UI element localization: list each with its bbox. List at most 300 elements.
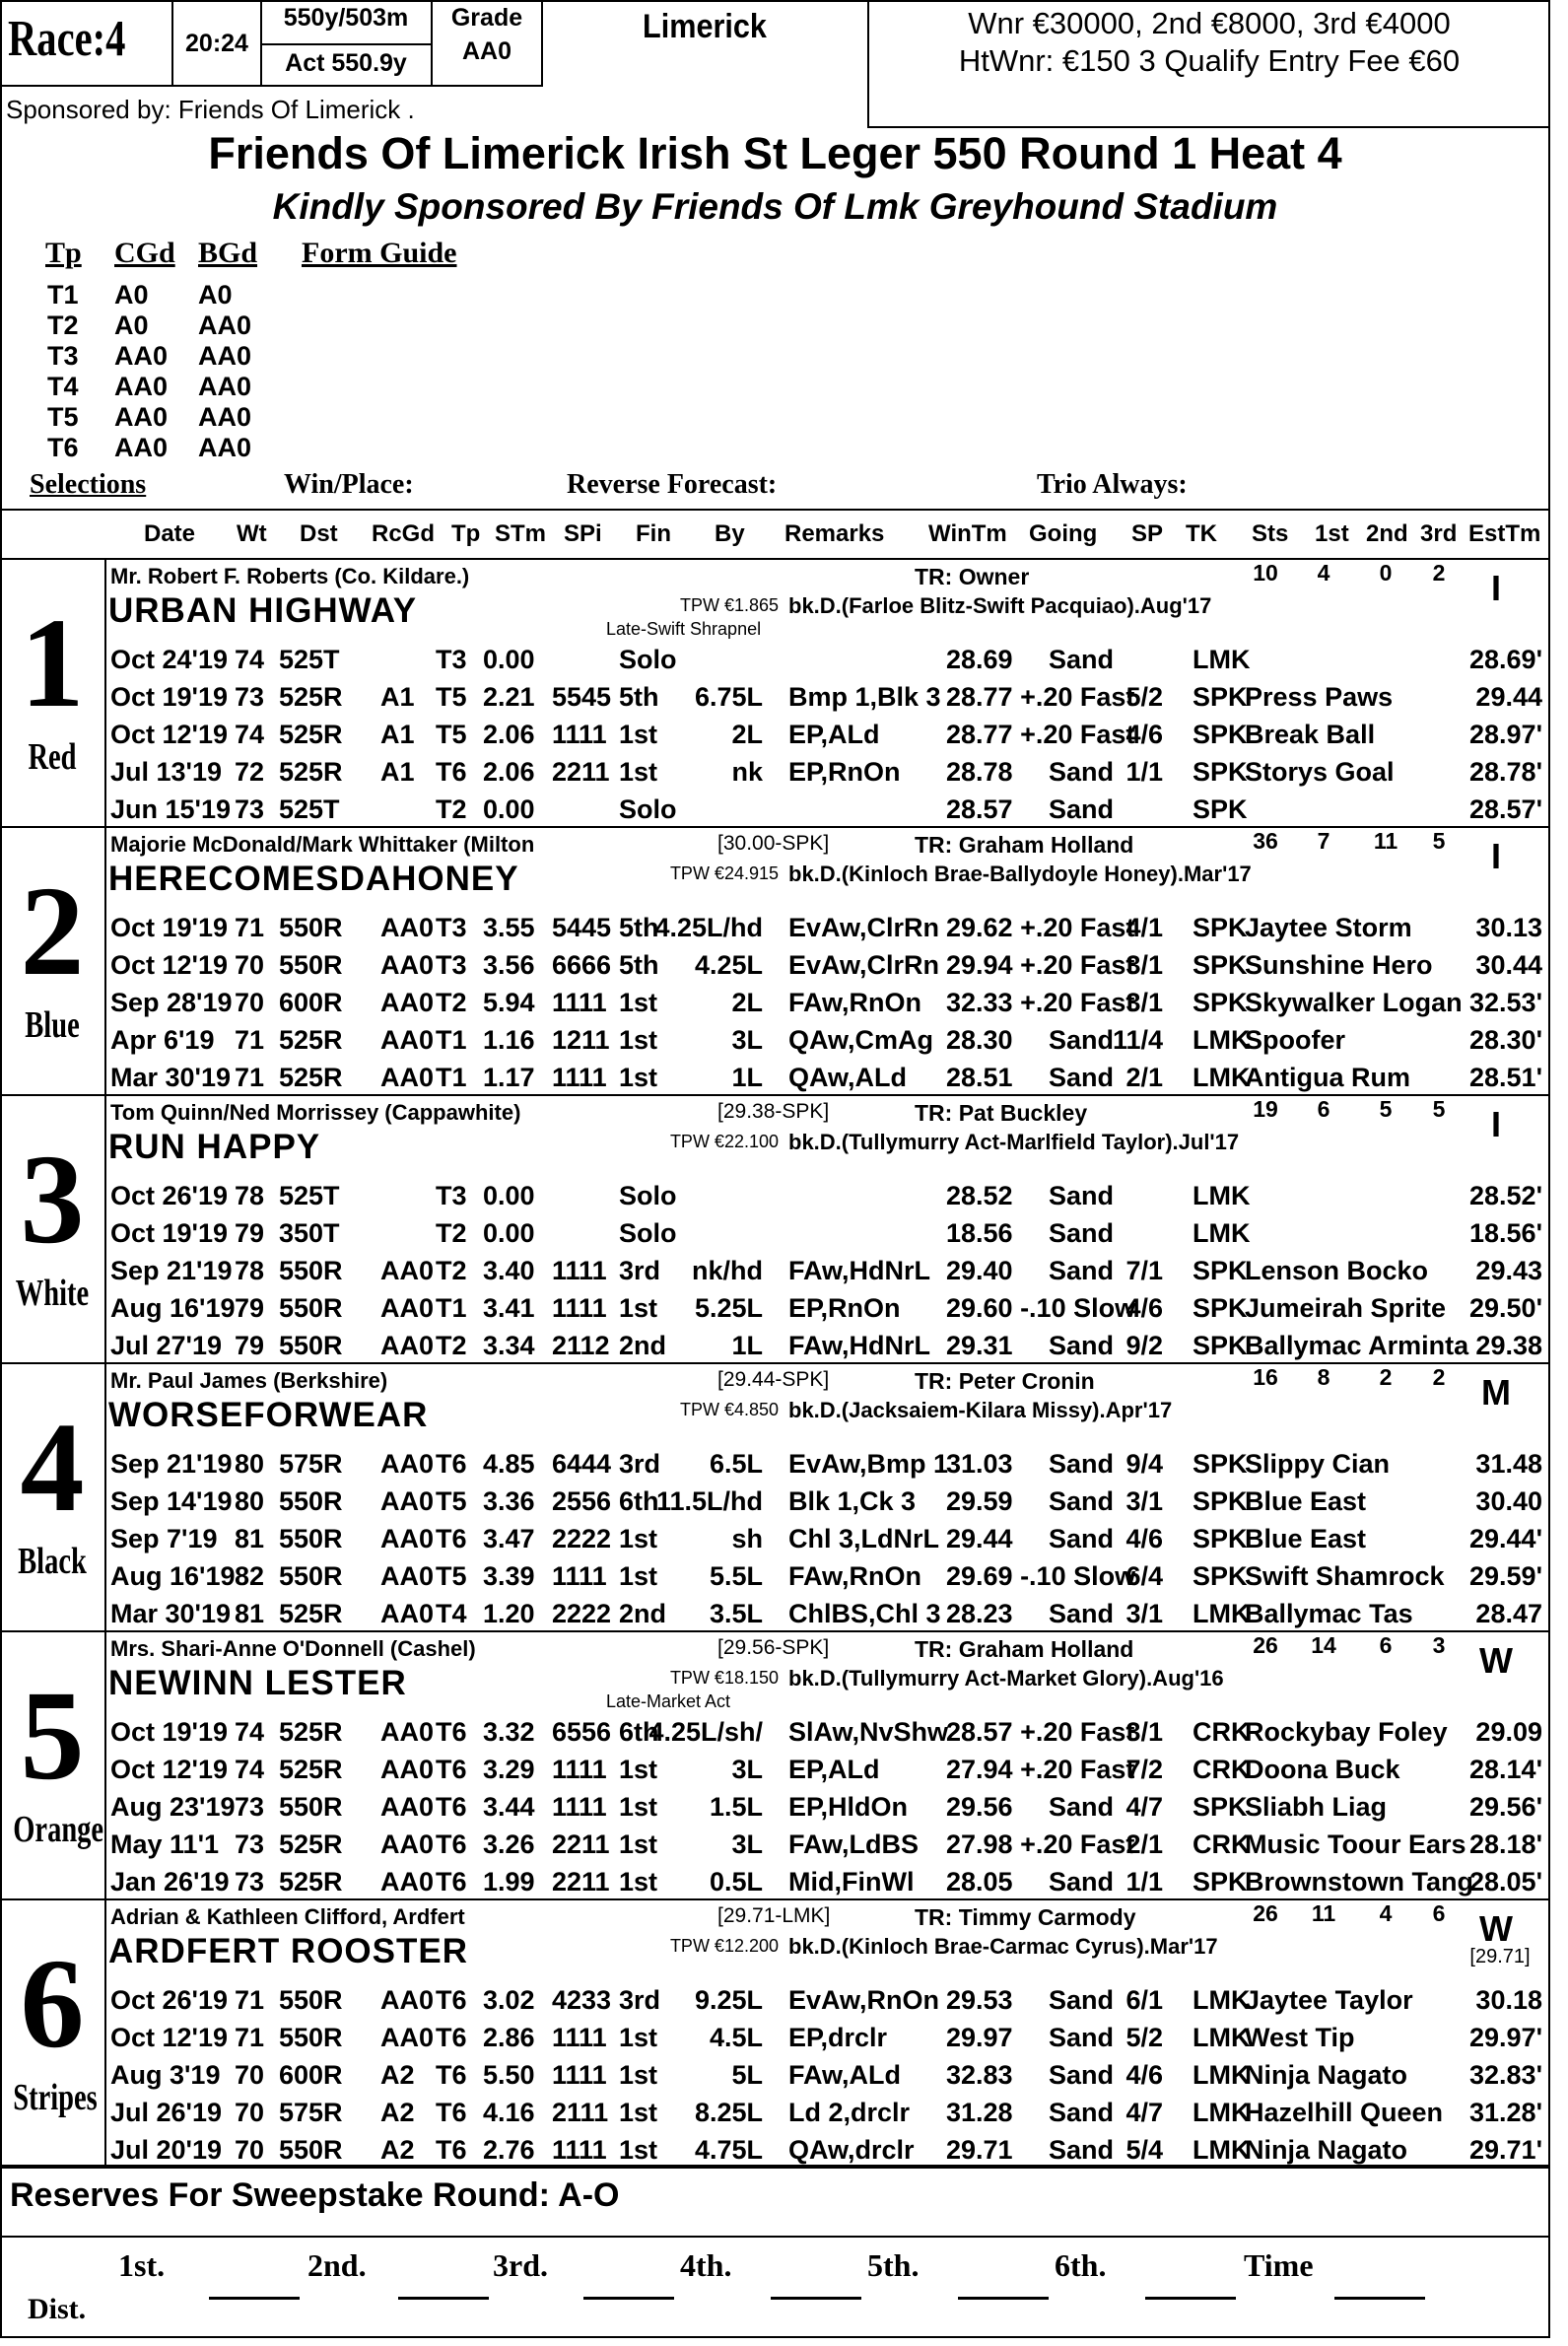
cell-esttm: 28.05' xyxy=(1469,1867,1542,1897)
cell-date: Oct 12'19 xyxy=(110,720,228,749)
cell-spi: 5545 xyxy=(552,682,612,712)
cell-by: 1L xyxy=(731,1331,763,1360)
cell-wt: 78 xyxy=(235,1256,265,1285)
cell-tp: T3 xyxy=(436,645,467,674)
breeding: bk.D.(Jacksaiem-Kilara Missy).Apr'17 xyxy=(788,1398,1173,1422)
cell-esttm: 29.44' xyxy=(1469,1524,1542,1553)
cell-wintm: 32.33 +.20 Fast xyxy=(946,988,1135,1017)
trainer: TR: Timmy Carmody xyxy=(915,1904,1136,1930)
trap-number: 3 xyxy=(20,1129,85,1271)
selections-label: Selections xyxy=(30,469,147,500)
cell-spi: 2211 xyxy=(552,1829,610,1859)
cell-tp: T3 xyxy=(436,950,467,980)
cell-date: Oct 26'19 xyxy=(110,1985,228,2015)
cell-rcgd: A2 xyxy=(380,2060,415,2090)
cell-remarks: FAw,RnOn xyxy=(788,988,921,1017)
cell-spi: 2112 xyxy=(552,1331,610,1360)
race-row xyxy=(0,2060,1550,2096)
cell-spi: 1111 xyxy=(552,720,607,749)
race-row xyxy=(0,1717,1550,1753)
cgd-cell: A0 xyxy=(114,280,149,310)
cell-remarks: EvAw,ClrRn xyxy=(788,913,940,942)
cell-sp: 3/1 xyxy=(1125,1599,1163,1628)
cell-wintm: 31.28 xyxy=(946,2098,1013,2127)
trap-cell: T1 xyxy=(47,280,79,310)
cell-wintm: 31.03 xyxy=(946,1449,1013,1479)
cell-wt: 73 xyxy=(235,1792,265,1822)
cell-date: Oct 12'19 xyxy=(110,1755,228,1784)
cgd-cell: A0 xyxy=(114,310,149,340)
cell-dst: 525R xyxy=(279,1867,343,1897)
cell-dst: 525R xyxy=(279,1025,343,1055)
cell-remarks: FAw,HdNrL xyxy=(788,1256,931,1285)
cell-wt: 70 xyxy=(235,2098,265,2127)
cell-wintm: 28.05 xyxy=(946,1867,1013,1897)
race-row xyxy=(0,1063,1550,1098)
cell-tk: SPK xyxy=(1193,720,1248,749)
cell-spi: 1111 xyxy=(552,2060,607,2090)
trap-number: 5 xyxy=(20,1665,85,1807)
cell-tk: SPK xyxy=(1193,950,1248,980)
race-time: 20:24 xyxy=(185,30,248,57)
cell-sp: 1/1 xyxy=(1125,1867,1163,1897)
finish-label: 1st. xyxy=(118,2247,166,2283)
cell-sp: 4/1 xyxy=(1125,913,1163,942)
finish-blank xyxy=(771,2297,861,2300)
race-row xyxy=(0,1524,1550,1559)
col-wintm: WinTm xyxy=(928,520,1007,547)
trap-number: 1 xyxy=(20,592,85,734)
cell-going: Sand xyxy=(1049,2060,1115,2090)
cell-sp: 1/1 xyxy=(1125,757,1163,787)
cell-tp: T6 xyxy=(436,2098,467,2127)
cell-dst: 600R xyxy=(279,988,343,1017)
cell-fin: 1st xyxy=(619,2060,658,2090)
cell-wt: 73 xyxy=(235,794,265,824)
cell-remarks: QAw,ALd xyxy=(788,1063,907,1092)
cell-rcgd: A2 xyxy=(380,2135,415,2165)
cell-opp: Antigua Rum xyxy=(1245,1063,1410,1092)
cell-dst: 350T xyxy=(279,1218,340,1248)
thirds: 5 xyxy=(1432,1096,1446,1122)
column-headers xyxy=(0,520,1550,550)
cell-remarks: FAw,LdBS xyxy=(788,1829,920,1859)
wins: 8 xyxy=(1317,1364,1330,1390)
cell-fin: 1st xyxy=(619,1293,658,1323)
race-row xyxy=(0,1218,1550,1254)
finish-label: 3rd. xyxy=(493,2247,548,2283)
tpw: TPW €24.915 xyxy=(669,863,779,883)
seconds: 4 xyxy=(1379,1900,1393,1926)
cell-fin: Solo xyxy=(619,794,677,824)
cell-fin: 1st xyxy=(619,1829,658,1859)
track-name: Limerick xyxy=(643,8,767,45)
cell-wt: 80 xyxy=(235,1449,265,1479)
runner-block xyxy=(0,1630,1550,1898)
finish-label: 6th. xyxy=(1055,2247,1107,2283)
cell-date: Oct 19'19 xyxy=(110,1218,228,1248)
cell-opp: Lenson Bocko xyxy=(1245,1256,1429,1285)
dog-name: NEWINN LESTER xyxy=(108,1664,407,1702)
thirds: 6 xyxy=(1432,1900,1446,1926)
cell-opp: Ninja Nagato xyxy=(1245,2135,1408,2165)
bgd-cell: AA0 xyxy=(198,372,252,401)
starts: 26 xyxy=(1253,1900,1278,1926)
cell-rcgd: AA0 xyxy=(380,1524,435,1553)
cell-sp: 7/2 xyxy=(1125,1755,1163,1784)
owner: Tom Quinn/Ned Morrissey (Cappawhite) xyxy=(110,1100,521,1125)
cell-by: 4.25L xyxy=(694,950,763,980)
cell-dst: 525R xyxy=(279,720,343,749)
finish-label: 4th. xyxy=(680,2247,732,2283)
cell-opp: Rockybay Foley xyxy=(1245,1717,1448,1747)
cell-tk: LMK xyxy=(1193,1218,1251,1248)
cell-date: Oct 19'19 xyxy=(110,913,228,942)
cell-esttm: 29.56' xyxy=(1469,1792,1542,1822)
cell-tp: T3 xyxy=(436,1181,467,1210)
cell-fin: 5th xyxy=(619,950,659,980)
cell-spi: 5445 xyxy=(552,913,612,942)
dog-name: RUN HAPPY xyxy=(108,1128,321,1166)
cell-wintm: 28.69 xyxy=(946,645,1013,674)
cell-date: Sep 21'19 xyxy=(110,1449,233,1479)
cell-by: 9.25L xyxy=(694,1985,763,2015)
wins: 7 xyxy=(1317,828,1330,854)
cell-esttm: 32.53' xyxy=(1469,988,1542,1017)
tpw: TPW €1.865 xyxy=(679,595,779,615)
cell-opp: Ballymac Tas xyxy=(1245,1599,1413,1628)
cell-rcgd: A2 xyxy=(380,2098,415,2127)
trap-number: 6 xyxy=(20,1933,85,2075)
cell-dst: 575R xyxy=(279,1449,343,1479)
cell-stm: 5.94 xyxy=(483,988,535,1017)
cell-going: Sand xyxy=(1049,2023,1115,2052)
finish-label: 5th. xyxy=(867,2247,920,2283)
running-style: W xyxy=(1479,1640,1513,1681)
cell-wt: 71 xyxy=(235,913,265,942)
runner-block xyxy=(0,1898,1550,2167)
race-row xyxy=(0,950,1550,986)
cell-wintm: 28.77 +.20 Fast xyxy=(946,720,1135,749)
cell-sp: 2/1 xyxy=(1125,1829,1163,1859)
cell-date: Oct 26'19 xyxy=(110,1181,228,1210)
cell-esttm: 30.44 xyxy=(1475,950,1542,980)
seconds: 0 xyxy=(1379,560,1393,586)
cell-wintm: 27.94 +.20 Fast xyxy=(946,1755,1135,1784)
running-style: I xyxy=(1490,568,1501,608)
cell-tk: LMK xyxy=(1193,2135,1251,2165)
trainer: TR: Graham Holland xyxy=(915,1636,1134,1662)
cell-by: 4.5L xyxy=(709,2023,763,2052)
race-row xyxy=(0,757,1550,793)
col-3rd: 3rd xyxy=(1420,520,1458,547)
trio-label: Trio Always: xyxy=(1037,469,1188,500)
cell-going: Sand xyxy=(1049,1063,1115,1092)
cell-rcgd: AA0 xyxy=(380,1449,435,1479)
owner: Mrs. Shari-Anne O'Donnell (Cashel) xyxy=(110,1636,476,1661)
race-row xyxy=(0,1755,1550,1790)
cell-stm: 3.41 xyxy=(483,1293,535,1323)
wins: 6 xyxy=(1317,1096,1330,1122)
prize-line-2: HtWnr: €150 3 Qualify Entry Fee €60 xyxy=(958,43,1461,78)
cell-remarks: FAw,RnOn xyxy=(788,1561,921,1591)
cell-dst: 525T xyxy=(279,1181,340,1210)
cgd-cell: AA0 xyxy=(114,341,169,371)
cell-dst: 550R xyxy=(279,1561,343,1591)
bgd-header: BGd xyxy=(198,237,258,269)
cell-esttm: 28.57' xyxy=(1469,794,1542,824)
cell-date: Sep 14'19 xyxy=(110,1486,233,1516)
cell-sp: 5/2 xyxy=(1125,682,1163,712)
cell-wintm: 29.40 xyxy=(946,1256,1013,1285)
trainer: TR: Owner xyxy=(915,564,1030,589)
cell-esttm: 31.28' xyxy=(1469,2098,1542,2127)
cell-stm: 1.16 xyxy=(483,1025,535,1055)
race-row xyxy=(0,1293,1550,1329)
cell-tk: SPK xyxy=(1193,988,1248,1017)
finish-blank xyxy=(1145,2297,1236,2300)
cell-wt: 73 xyxy=(235,682,265,712)
cell-wintm: 32.83 xyxy=(946,2060,1013,2090)
starts: 26 xyxy=(1253,1632,1278,1658)
cell-esttm: 29.50' xyxy=(1469,1293,1542,1323)
cell-spi: 1211 xyxy=(552,1025,610,1055)
cell-rcgd: AA0 xyxy=(380,1599,435,1628)
cell-dst: 550R xyxy=(279,1792,343,1822)
cell-opp: Doona Buck xyxy=(1245,1755,1400,1784)
cell-by: 6.5L xyxy=(709,1449,763,1479)
cell-wintm: 29.53 xyxy=(946,1985,1013,2015)
cell-esttm: 28.47 xyxy=(1475,1599,1542,1628)
cell-tp: T4 xyxy=(436,1599,467,1628)
cell-date: Aug 16'19 xyxy=(110,1293,236,1323)
cell-sp: 3/1 xyxy=(1125,1486,1163,1516)
cell-going: Sand xyxy=(1049,1331,1115,1360)
starts: 16 xyxy=(1253,1364,1278,1390)
cell-tk: SPK xyxy=(1193,1449,1248,1479)
trap-cell: T4 xyxy=(47,372,79,401)
cell-tp: T6 xyxy=(436,2135,467,2165)
cgd-cell: AA0 xyxy=(114,433,169,462)
cell-tk: LMK xyxy=(1193,1985,1251,2015)
best-time: [29.44-SPK] xyxy=(717,1368,830,1391)
cell-fin: 5th xyxy=(619,682,659,712)
race-row xyxy=(0,645,1550,680)
cell-tp: T1 xyxy=(436,1025,467,1055)
cell-date: Sep 21'19 xyxy=(110,1256,233,1285)
cell-opp: Hazelhill Queen xyxy=(1245,2098,1444,2127)
runner-block xyxy=(0,1094,1550,1362)
cell-opp: Jaytee Taylor xyxy=(1245,1985,1413,2015)
race-row xyxy=(0,1792,1550,1828)
cell-tp: T2 xyxy=(436,1331,467,1360)
cell-remarks: QAw,drclr xyxy=(788,2135,915,2165)
cell-spi: 6444 xyxy=(552,1449,612,1479)
race-row xyxy=(0,720,1550,755)
cell-fin: 6th xyxy=(619,1486,659,1516)
cell-date: Mar 30'19 xyxy=(110,1063,232,1092)
cell-going: Sand xyxy=(1049,1256,1115,1285)
cell-wt: 71 xyxy=(235,1063,265,1092)
trap-cell: T2 xyxy=(47,310,79,340)
best-time: [30.00-SPK] xyxy=(717,832,830,855)
cell-spi: 1111 xyxy=(552,1293,607,1323)
cell-opp: Blue East xyxy=(1245,1524,1367,1553)
cell-esttm: 28.14' xyxy=(1469,1755,1542,1784)
race-number: Race:4 xyxy=(8,11,126,67)
tp-header: Tp xyxy=(45,237,82,269)
dog-name: URBAN HIGHWAY xyxy=(108,591,418,630)
cell-date: Jan 26'19 xyxy=(110,1867,230,1897)
cell-wt: 74 xyxy=(235,1717,265,1747)
cell-stm: 0.00 xyxy=(483,1218,535,1248)
cell-dst: 525R xyxy=(279,1063,343,1092)
cell-wintm: 28.30 xyxy=(946,1025,1013,1055)
cell-date: Jun 15'19 xyxy=(110,794,231,824)
cell-opp: West Tip xyxy=(1245,2023,1355,2052)
trainer: TR: Pat Buckley xyxy=(915,1100,1088,1126)
cell-fin: 2nd xyxy=(619,1599,667,1628)
cell-tp: T5 xyxy=(436,720,467,749)
cell-date: Jul 27'19 xyxy=(110,1331,222,1360)
trap-colour: Stripes xyxy=(13,2077,98,2118)
cell-dst: 550R xyxy=(279,1331,343,1360)
cell-wt: 74 xyxy=(235,645,265,674)
breeding: bk.D.(Kinloch Brae-Carmac Cyrus).Mar'17 xyxy=(788,1934,1218,1959)
cell-stm: 3.39 xyxy=(483,1561,535,1591)
cell-fin: 1st xyxy=(619,757,658,787)
cell-rcgd: AA0 xyxy=(380,1985,435,2015)
cell-opp: Music Toour Ears xyxy=(1245,1829,1466,1859)
cell-stm: 1.20 xyxy=(483,1599,535,1628)
col-spi: SPi xyxy=(564,520,602,547)
cell-tp: T1 xyxy=(436,1293,467,1323)
trap-cell: T3 xyxy=(47,341,79,371)
race-row xyxy=(0,682,1550,718)
cell-tp: T6 xyxy=(436,1867,467,1897)
race-row xyxy=(0,913,1550,948)
cell-sp: 3/1 xyxy=(1125,950,1163,980)
dist-label: Dist. xyxy=(28,2293,87,2325)
cell-esttm: 32.83' xyxy=(1469,2060,1542,2090)
form-guide-title: Form Guide xyxy=(302,237,457,269)
cell-remarks: EP,HldOn xyxy=(788,1792,909,1822)
cell-dst: 550R xyxy=(279,1293,343,1323)
cell-wt: 71 xyxy=(235,1025,265,1055)
cell-wintm: 28.57 xyxy=(946,794,1013,824)
cell-fin: 1st xyxy=(619,988,658,1017)
col-remarks: Remarks xyxy=(784,520,885,547)
dog-name: HERECOMESDAHONEY xyxy=(108,860,519,898)
cell-remarks: ChlBS,Chl 3 xyxy=(788,1599,941,1628)
cell-going: Sand xyxy=(1049,1792,1115,1822)
tpw: TPW €12.200 xyxy=(669,1936,779,1956)
cell-tp: T2 xyxy=(436,794,467,824)
cell-fin: 1st xyxy=(619,1755,658,1784)
cell-esttm: 28.78' xyxy=(1469,757,1542,787)
cell-sp: 11/4 xyxy=(1112,1025,1163,1055)
cell-sp: 4/6 xyxy=(1125,2060,1163,2090)
cell-dst: 600R xyxy=(279,2060,343,2090)
cell-going: Sand xyxy=(1049,1524,1115,1553)
cell-spi: 2222 xyxy=(552,1599,612,1628)
cell-spi: 2111 xyxy=(552,2098,609,2127)
cell-tk: SPK xyxy=(1193,913,1248,942)
cell-esttm: 28.18' xyxy=(1469,1829,1542,1859)
starts: 10 xyxy=(1253,560,1278,586)
cell-by: 11.5L/hd xyxy=(655,1486,763,1516)
cell-date: Aug 3'19 xyxy=(110,2060,221,2090)
bgd-cell: AA0 xyxy=(198,402,252,432)
cell-going: Sand xyxy=(1049,1486,1115,1516)
cell-wintm: 29.69 -.10 Slow xyxy=(946,1561,1136,1591)
cell-by: 2L xyxy=(731,988,763,1017)
cell-date: Oct 12'19 xyxy=(110,950,228,980)
cell-stm: 2.21 xyxy=(483,682,535,712)
cell-rcgd: AA0 xyxy=(380,1755,435,1784)
cell-dst: 525R xyxy=(279,757,343,787)
wins: 11 xyxy=(1311,1900,1336,1926)
cell-tp: T6 xyxy=(436,1985,467,2015)
cgd-header: CGd xyxy=(114,237,175,269)
cell-rcgd: AA0 xyxy=(380,1486,435,1516)
cell-fin: 1st xyxy=(619,1063,658,1092)
cell-sp: 4/7 xyxy=(1125,1792,1163,1822)
cell-tk: SPK xyxy=(1193,794,1248,824)
cell-spi: 1111 xyxy=(552,988,607,1017)
cell-wt: 80 xyxy=(235,1486,265,1516)
cell-dst: 550R xyxy=(279,1985,343,2015)
starts: 19 xyxy=(1253,1096,1278,1122)
cell-tk: SPK xyxy=(1193,1867,1248,1897)
cell-going: Sand xyxy=(1049,1181,1115,1210)
wins: 14 xyxy=(1311,1632,1336,1658)
race-row xyxy=(0,1331,1550,1366)
cell-wt: 79 xyxy=(235,1218,265,1248)
cell-spi: 2211 xyxy=(552,1867,610,1897)
cell-esttm: 29.71' xyxy=(1469,2135,1542,2165)
col-dst: Dst xyxy=(300,520,338,547)
cell-tk: LMK xyxy=(1193,1025,1251,1055)
cell-wt: 79 xyxy=(235,1331,265,1360)
cell-sp: 3/1 xyxy=(1125,1717,1163,1747)
cell-by: 2L xyxy=(731,720,763,749)
cell-fin: 1st xyxy=(619,1867,658,1897)
cell-by: 3L xyxy=(731,1025,763,1055)
cell-sp: 7/1 xyxy=(1125,1256,1163,1285)
col-date: Date xyxy=(144,520,196,547)
cell-wintm: 18.56 xyxy=(946,1218,1013,1248)
cell-remarks: EP,RnOn xyxy=(788,757,901,787)
col-wt: Wt xyxy=(237,520,267,547)
thirds: 5 xyxy=(1432,828,1446,854)
cell-wintm: 29.94 +.20 Fast xyxy=(946,950,1135,980)
cell-wt: 71 xyxy=(235,2023,265,2052)
cgd-cell: AA0 xyxy=(114,402,169,432)
cell-wt: 81 xyxy=(235,1599,265,1628)
cell-remarks: FAw,HdNrL xyxy=(788,1331,931,1360)
cell-date: Jul 26'19 xyxy=(110,2098,222,2127)
breeding: bk.D.(Kinloch Brae-Ballydoyle Honey).Mar'17 xyxy=(788,862,1252,886)
cell-wintm: 29.31 xyxy=(946,1331,1013,1360)
race-subtitle: Kindly Sponsored By Friends Of Lmk Greyhound Stadium xyxy=(272,186,1278,227)
cell-esttm: 30.40 xyxy=(1475,1486,1542,1516)
cell-remarks: Blk 1,Ck 3 xyxy=(788,1486,917,1516)
col-sts: Sts xyxy=(1252,520,1289,547)
cell-stm: 0.00 xyxy=(483,645,535,674)
cell-spi: 2556 xyxy=(552,1486,612,1516)
cell-by: 8.25L xyxy=(694,2098,763,2127)
